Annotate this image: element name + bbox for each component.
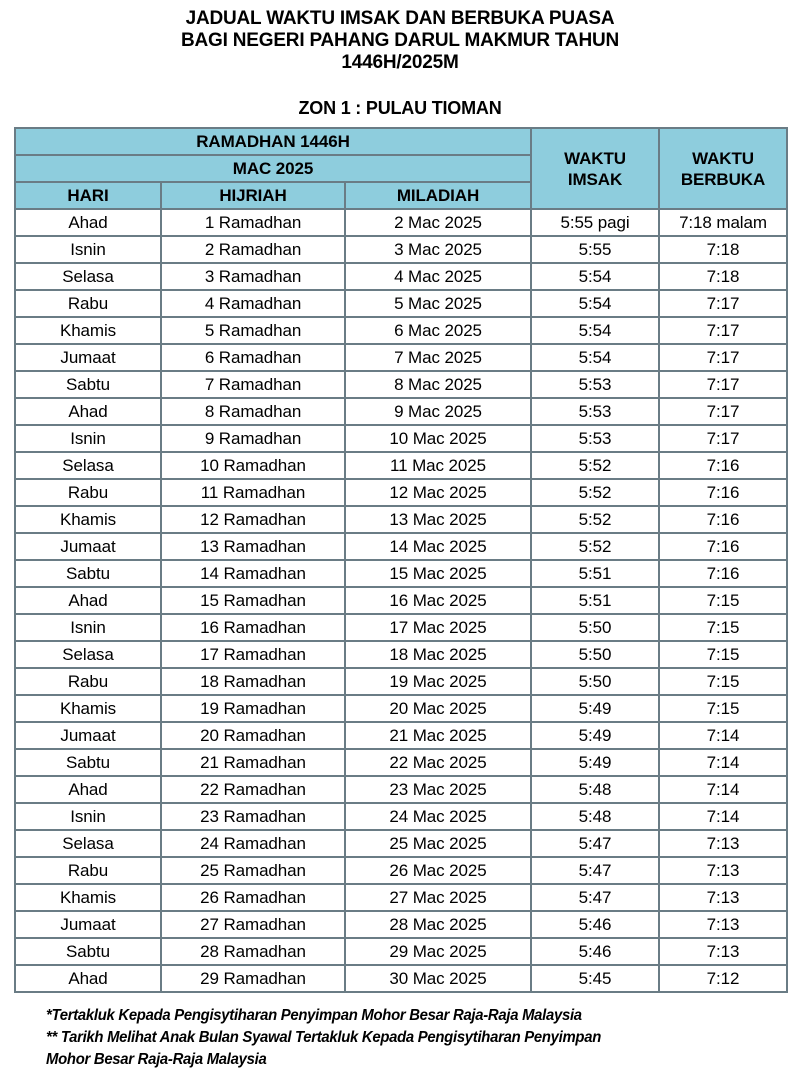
header-waktu-imsak-line1: WAKTU xyxy=(564,148,626,168)
cell-hari: Jumaat xyxy=(15,911,161,938)
cell-miladiah: 23 Mac 2025 xyxy=(345,776,531,803)
cell-hari: Khamis xyxy=(15,506,161,533)
header-col-hijriah: HIJRIAH xyxy=(161,182,345,209)
cell-miladiah: 12 Mac 2025 xyxy=(345,479,531,506)
cell-imsak: 5:53 xyxy=(531,425,659,452)
cell-hijriah: 1 Ramadhan xyxy=(161,209,345,236)
cell-imsak: 5:54 xyxy=(531,317,659,344)
cell-miladiah: 9 Mac 2025 xyxy=(345,398,531,425)
cell-berbuka: 7:13 xyxy=(659,884,787,911)
cell-hari: Khamis xyxy=(15,884,161,911)
title-line-1: JADUAL WAKTU IMSAK DAN BERBUKA PUASA xyxy=(185,8,615,29)
cell-hijriah: 21 Ramadhan xyxy=(161,749,345,776)
cell-hari: Jumaat xyxy=(15,722,161,749)
cell-hijriah: 8 Ramadhan xyxy=(161,398,345,425)
cell-imsak: 5:54 xyxy=(531,263,659,290)
schedule-table xyxy=(14,127,788,993)
cell-imsak: 5:55 pagi xyxy=(531,209,659,236)
cell-hijriah: 23 Ramadhan xyxy=(161,803,345,830)
cell-miladiah: 20 Mac 2025 xyxy=(345,695,531,722)
cell-berbuka: 7:16 xyxy=(659,506,787,533)
cell-hari: Isnin xyxy=(15,614,161,641)
cell-imsak: 5:50 xyxy=(531,668,659,695)
cell-berbuka: 7:17 xyxy=(659,425,787,452)
cell-hijriah: 5 Ramadhan xyxy=(161,317,345,344)
cell-berbuka: 7:16 xyxy=(659,560,787,587)
cell-imsak: 5:52 xyxy=(531,506,659,533)
cell-berbuka: 7:15 xyxy=(659,668,787,695)
cell-berbuka: 7:17 xyxy=(659,317,787,344)
table-row xyxy=(15,209,787,236)
cell-miladiah: 27 Mac 2025 xyxy=(345,884,531,911)
cell-hari: Isnin xyxy=(15,236,161,263)
cell-hari: Isnin xyxy=(15,803,161,830)
cell-hijriah: 24 Ramadhan xyxy=(161,830,345,857)
table-row xyxy=(15,668,787,695)
cell-imsak: 5:51 xyxy=(531,560,659,587)
cell-miladiah: 30 Mac 2025 xyxy=(345,965,531,992)
cell-berbuka: 7:16 xyxy=(659,479,787,506)
cell-imsak: 5:53 xyxy=(531,371,659,398)
table-row xyxy=(15,398,787,425)
footnote-2: ** Tarikh Melihat Anak Bulan Syawal Tertakluk Kepada Pengisytiharan Penyimpan xyxy=(46,1029,602,1046)
cell-imsak: 5:54 xyxy=(531,344,659,371)
cell-imsak: 5:45 xyxy=(531,965,659,992)
cell-miladiah: 13 Mac 2025 xyxy=(345,506,531,533)
cell-hijriah: 15 Ramadhan xyxy=(161,587,345,614)
table-row xyxy=(15,506,787,533)
cell-hijriah: 22 Ramadhan xyxy=(161,776,345,803)
cell-hijriah: 11 Ramadhan xyxy=(161,479,345,506)
cell-hari: Ahad xyxy=(15,398,161,425)
cell-hijriah: 26 Ramadhan xyxy=(161,884,345,911)
cell-berbuka: 7:13 xyxy=(659,911,787,938)
header-waktu-imsak xyxy=(531,128,659,209)
table-row xyxy=(15,452,787,479)
table-row xyxy=(15,911,787,938)
cell-hari: Rabu xyxy=(15,479,161,506)
cell-imsak: 5:49 xyxy=(531,695,659,722)
table-row xyxy=(15,722,787,749)
cell-miladiah: 29 Mac 2025 xyxy=(345,938,531,965)
table-row xyxy=(15,344,787,371)
table-row xyxy=(15,371,787,398)
cell-hijriah: 19 Ramadhan xyxy=(161,695,345,722)
footnote-3: Mohor Besar Raja-Raja Malaysia xyxy=(46,1051,267,1068)
cell-hari: Jumaat xyxy=(15,344,161,371)
table-row xyxy=(15,263,787,290)
cell-miladiah: 8 Mac 2025 xyxy=(345,371,531,398)
table-row xyxy=(15,776,787,803)
cell-hari: Ahad xyxy=(15,776,161,803)
header-waktu-berbuka xyxy=(659,128,787,209)
table-row xyxy=(15,317,787,344)
cell-berbuka: 7:17 xyxy=(659,398,787,425)
cell-hijriah: 12 Ramadhan xyxy=(161,506,345,533)
cell-hijriah: 10 Ramadhan xyxy=(161,452,345,479)
cell-hari: Ahad xyxy=(15,587,161,614)
cell-miladiah: 15 Mac 2025 xyxy=(345,560,531,587)
cell-berbuka: 7:13 xyxy=(659,830,787,857)
cell-miladiah: 25 Mac 2025 xyxy=(345,830,531,857)
cell-imsak: 5:52 xyxy=(531,479,659,506)
cell-berbuka: 7:16 xyxy=(659,533,787,560)
cell-hari: Ahad xyxy=(15,965,161,992)
header-waktu-imsak-line2: IMSAK xyxy=(567,169,623,189)
schedule-table-wrap xyxy=(0,127,800,993)
cell-imsak: 5:48 xyxy=(531,776,659,803)
title-block xyxy=(0,0,800,74)
cell-miladiah: 16 Mac 2025 xyxy=(345,587,531,614)
cell-hari: Khamis xyxy=(15,317,161,344)
cell-hijriah: 14 Ramadhan xyxy=(161,560,345,587)
cell-imsak: 5:50 xyxy=(531,614,659,641)
title-line-3: 1446H/2025M xyxy=(341,52,459,73)
cell-hijriah: 25 Ramadhan xyxy=(161,857,345,884)
table-row xyxy=(15,533,787,560)
cell-hijriah: 4 Ramadhan xyxy=(161,290,345,317)
cell-miladiah: 5 Mac 2025 xyxy=(345,290,531,317)
table-row xyxy=(15,830,787,857)
cell-imsak: 5:51 xyxy=(531,587,659,614)
footnote-1: *Tertakluk Kepada Pengisytiharan Penyimpan Mohor Besar Raja-Raja Malaysia xyxy=(46,1007,582,1024)
cell-berbuka: 7:18 xyxy=(659,236,787,263)
cell-imsak: 5:53 xyxy=(531,398,659,425)
header-hijri-month: RAMADHAN 1446H xyxy=(15,128,531,155)
table-row xyxy=(15,884,787,911)
cell-imsak: 5:54 xyxy=(531,290,659,317)
table-row xyxy=(15,641,787,668)
cell-berbuka: 7:13 xyxy=(659,938,787,965)
table-row xyxy=(15,857,787,884)
table-head xyxy=(15,128,787,209)
cell-hari: Khamis xyxy=(15,695,161,722)
cell-hijriah: 6 Ramadhan xyxy=(161,344,345,371)
cell-berbuka: 7:14 xyxy=(659,722,787,749)
header-row-hijri-month xyxy=(15,128,787,155)
cell-berbuka: 7:18 xyxy=(659,263,787,290)
footnotes xyxy=(0,1005,800,1071)
cell-berbuka: 7:17 xyxy=(659,290,787,317)
cell-hijriah: 29 Ramadhan xyxy=(161,965,345,992)
cell-hijriah: 28 Ramadhan xyxy=(161,938,345,965)
cell-imsak: 5:46 xyxy=(531,911,659,938)
cell-imsak: 5:48 xyxy=(531,803,659,830)
title-line-2: BAGI NEGERI PAHANG DARUL MAKMUR TAHUN xyxy=(180,30,620,51)
table-row xyxy=(15,290,787,317)
table-row xyxy=(15,965,787,992)
table-row xyxy=(15,803,787,830)
zone-heading: ZON 1 : PULAU TIOMAN xyxy=(298,98,502,118)
cell-berbuka: 7:16 xyxy=(659,452,787,479)
cell-berbuka: 7:14 xyxy=(659,749,787,776)
cell-miladiah: 19 Mac 2025 xyxy=(345,668,531,695)
header-waktu-berbuka-line2: BERBUKA xyxy=(680,169,766,189)
cell-hari: Rabu xyxy=(15,668,161,695)
table-row xyxy=(15,587,787,614)
cell-miladiah: 4 Mac 2025 xyxy=(345,263,531,290)
cell-hijriah: 18 Ramadhan xyxy=(161,668,345,695)
cell-miladiah: 7 Mac 2025 xyxy=(345,344,531,371)
cell-miladiah: 22 Mac 2025 xyxy=(345,749,531,776)
table-row xyxy=(15,938,787,965)
cell-berbuka: 7:15 xyxy=(659,641,787,668)
cell-berbuka: 7:14 xyxy=(659,803,787,830)
cell-berbuka: 7:17 xyxy=(659,371,787,398)
cell-hari: Jumaat xyxy=(15,533,161,560)
cell-miladiah: 14 Mac 2025 xyxy=(345,533,531,560)
cell-miladiah: 17 Mac 2025 xyxy=(345,614,531,641)
cell-hijriah: 20 Ramadhan xyxy=(161,722,345,749)
cell-hari: Selasa xyxy=(15,263,161,290)
cell-hari: Rabu xyxy=(15,857,161,884)
cell-hijriah: 2 Ramadhan xyxy=(161,236,345,263)
cell-imsak: 5:47 xyxy=(531,857,659,884)
cell-berbuka: 7:18 malam xyxy=(659,209,787,236)
table-row xyxy=(15,560,787,587)
header-waktu-berbuka-line1: WAKTU xyxy=(692,148,754,168)
cell-berbuka: 7:17 xyxy=(659,344,787,371)
table-row xyxy=(15,749,787,776)
cell-imsak: 5:49 xyxy=(531,749,659,776)
cell-miladiah: 28 Mac 2025 xyxy=(345,911,531,938)
cell-miladiah: 24 Mac 2025 xyxy=(345,803,531,830)
table-body xyxy=(15,209,787,992)
header-col-hari: HARI xyxy=(15,182,161,209)
cell-imsak: 5:52 xyxy=(531,533,659,560)
cell-hari: Ahad xyxy=(15,209,161,236)
cell-berbuka: 7:15 xyxy=(659,695,787,722)
cell-imsak: 5:47 xyxy=(531,830,659,857)
cell-berbuka: 7:14 xyxy=(659,776,787,803)
header-col-miladiah: MILADIAH xyxy=(345,182,531,209)
cell-hari: Selasa xyxy=(15,452,161,479)
table-row xyxy=(15,614,787,641)
cell-hijriah: 9 Ramadhan xyxy=(161,425,345,452)
cell-hijriah: 7 Ramadhan xyxy=(161,371,345,398)
cell-berbuka: 7:15 xyxy=(659,587,787,614)
cell-imsak: 5:52 xyxy=(531,452,659,479)
cell-hari: Sabtu xyxy=(15,560,161,587)
cell-hijriah: 17 Ramadhan xyxy=(161,641,345,668)
cell-hari: Sabtu xyxy=(15,938,161,965)
cell-hari: Rabu xyxy=(15,290,161,317)
cell-miladiah: 21 Mac 2025 xyxy=(345,722,531,749)
cell-imsak: 5:50 xyxy=(531,641,659,668)
cell-miladiah: 26 Mac 2025 xyxy=(345,857,531,884)
cell-berbuka: 7:15 xyxy=(659,614,787,641)
cell-miladiah: 10 Mac 2025 xyxy=(345,425,531,452)
cell-hari: Sabtu xyxy=(15,371,161,398)
cell-imsak: 5:55 xyxy=(531,236,659,263)
cell-hari: Selasa xyxy=(15,641,161,668)
cell-hijriah: 16 Ramadhan xyxy=(161,614,345,641)
cell-hijriah: 3 Ramadhan xyxy=(161,263,345,290)
cell-miladiah: 6 Mac 2025 xyxy=(345,317,531,344)
cell-imsak: 5:49 xyxy=(531,722,659,749)
cell-hari: Isnin xyxy=(15,425,161,452)
table-row xyxy=(15,425,787,452)
table-row xyxy=(15,479,787,506)
header-gregorian-month: MAC 2025 xyxy=(15,155,531,182)
cell-miladiah: 18 Mac 2025 xyxy=(345,641,531,668)
cell-hijriah: 13 Ramadhan xyxy=(161,533,345,560)
cell-hari: Selasa xyxy=(15,830,161,857)
cell-berbuka: 7:12 xyxy=(659,965,787,992)
cell-miladiah: 2 Mac 2025 xyxy=(345,209,531,236)
table-row xyxy=(15,236,787,263)
cell-berbuka: 7:13 xyxy=(659,857,787,884)
cell-imsak: 5:47 xyxy=(531,884,659,911)
cell-miladiah: 11 Mac 2025 xyxy=(345,452,531,479)
table-row xyxy=(15,695,787,722)
cell-hijriah: 27 Ramadhan xyxy=(161,911,345,938)
cell-hari: Sabtu xyxy=(15,749,161,776)
cell-miladiah: 3 Mac 2025 xyxy=(345,236,531,263)
cell-imsak: 5:46 xyxy=(531,938,659,965)
